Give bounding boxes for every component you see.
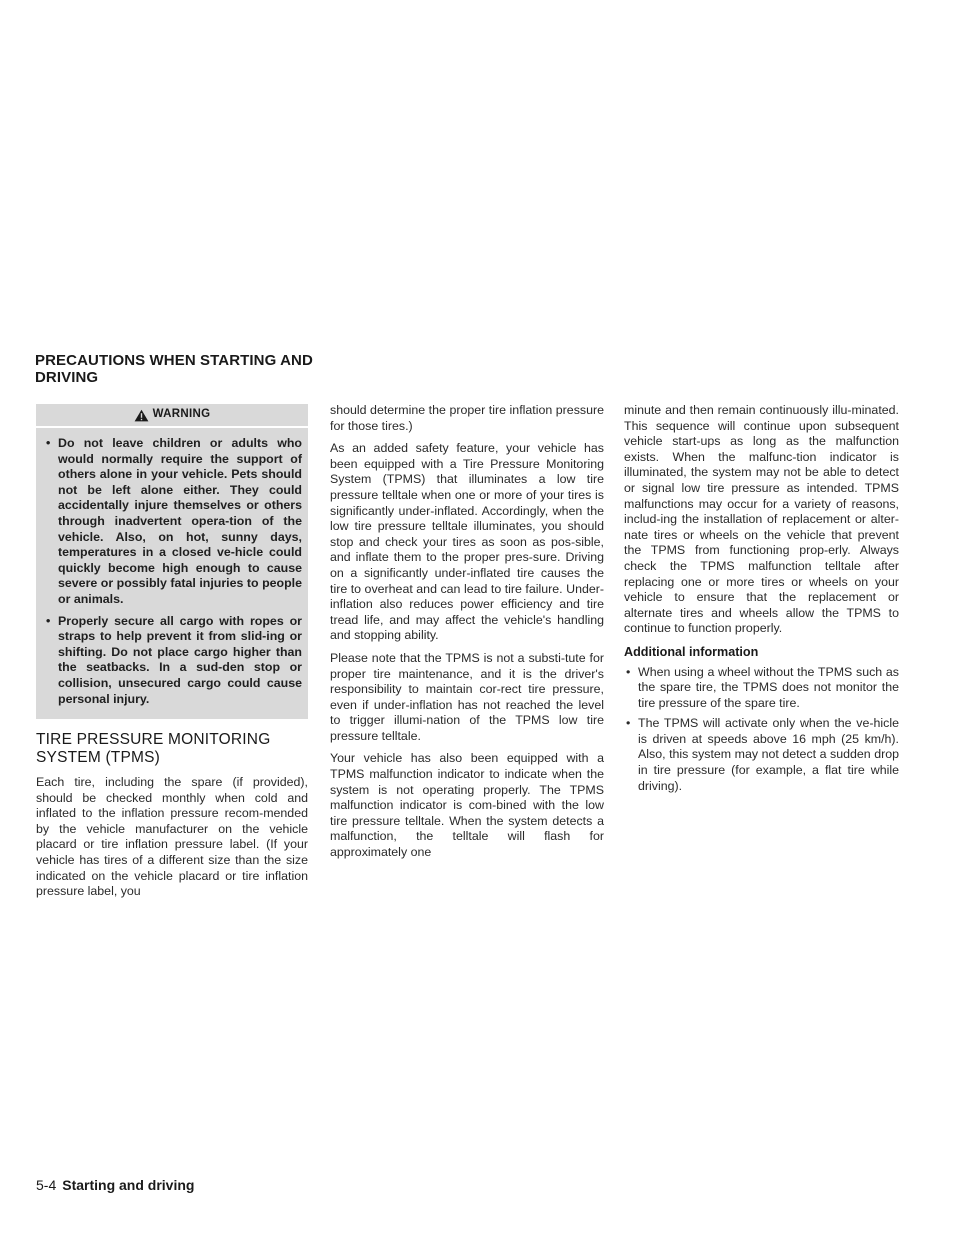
paragraph-3: Please note that the TPMS is not a substi-tute for proper tire maintenance, and it is the driver's responsibility to maintain cor-rect tire pressure, even if under-inflation has not reached the level to trigger illumi-nation of the TPMS low tire pressure telltale. bbox=[330, 650, 604, 743]
warning-header bbox=[36, 404, 308, 428]
warning-item-text: Properly secure all cargo with ropes or straps to help prevent it from slid-ing or shifting. Do not place cargo higher than the seatbacks. In a sud-den stop or collision, unsecured cargo could cause personal injury. bbox=[58, 613, 302, 706]
paragraph-2: As an added safety feature, your vehicle has been equipped with a Tire Pressure Monitoring System (TPMS) that illuminates a low tire pressure telltale when one or more of your tires is significantly under-inflated. Accordingly, when the low tire pressure telltale illuminates, you should stop and check your tires as soon as pos-sible, and inflate them to the proper pres-sure. Driving on a significantly under-inflated tire causes the tire to overheat and can lead to tire failure. Under-inflation also reduces power efficiency and tire tread life, and may affect the vehicle's handling and stopping ability. bbox=[330, 441, 604, 643]
warning-body bbox=[36, 428, 308, 719]
column-1 bbox=[36, 404, 308, 907]
warning-item: • Properly secure all cargo with ropes or straps to help prevent it from slid-ing or shifting. Do not place cargo higher than the seatbacks. In a sud-den stop or collision, unsecured cargo could cause personal injury. bbox=[46, 613, 302, 706]
paragraph-4-start: Your vehicle has also been equipped with a TPMS malfunction indicator to indicate when the system is not operating properly. The TPMS malfunction indicator is com-bined with the low tire pressure telltale. When the system detects a malfunction, the telltale will flash for approximately one bbox=[330, 751, 604, 860]
column-2 bbox=[330, 403, 604, 868]
paragraph-1-end: should determine the proper tire inflation pressure for those tires.) bbox=[330, 403, 604, 433]
list-item-text: When using a wheel without the TPMS such as the spare tire, the TPMS does not monitor the tire pressure of the spare tire. bbox=[638, 664, 899, 710]
warning-item: • Do not leave children or adults who would normally require the support of others alone in your vehicle. Pets should not be left alone either. They could accidentally injure themselves or others through inadvertent opera-tion of the vehicle. Also, on hot, sunny days, temperatures in a closed ve-hicle could quickly become high enough to cause severe or possibly fatal injuries to people or animals. bbox=[46, 436, 302, 606]
warning-item-text: Do not leave children or adults who would normally require the support of others alone in your vehicle. Pets should not be left alone either. They could accidentally injure themselves or others through inadvertent opera-tion of the vehicle. Also, on hot, sunny days, temperatures in a closed ve-hicle could quickly become high enough to cause severe or possibly fatal injuries to people or animals. bbox=[58, 436, 302, 606]
additional-info-heading: Additional information bbox=[624, 644, 759, 659]
warning-triangle-icon bbox=[134, 409, 149, 422]
paragraph-4-end: minute and then remain continuously illu-minated. This sequence will continue upon subsequent vehicle start-ups as long as the malfunction exists. When the malfunc-tion indicator is illuminated, the system may not be able to detect or signal low tire pressure as intended. TPMS malfunctions may occur for a variety of reasons, includ-ing the installation of replacement or alter-nate tires or wheels on the vehicle that prevent the TPMS from functioning prop-erly. Always check the TPMS malfunction telltale after replacing one or more tires or wheels on your vehicle to ensure that the replacement or alternate tires and wheels allow the TPMS to continue to function properly. bbox=[624, 403, 899, 636]
warning-label: WARNING bbox=[152, 408, 211, 421]
page-number: 5-4 bbox=[36, 1177, 57, 1193]
page-footer bbox=[36, 1177, 194, 1193]
column-3 bbox=[624, 403, 899, 799]
warning-box bbox=[36, 404, 308, 719]
chapter-title: Starting and driving bbox=[62, 1177, 195, 1193]
tpms-section-title: TIRE PRESSURE MONITORING SYSTEM (TPMS) bbox=[36, 731, 271, 767]
list-item: • When using a wheel without the TPMS such as the spare tire, the TPMS does not monitor the tire pressure of the spare tire. bbox=[626, 664, 899, 710]
list-item-text: The TPMS will activate only when the ve-hicle is driven at speeds above 16 mph (25 km/h). Also, this system may not detect a sudden drop in tire pressure (for example, a flat tire while driving). bbox=[638, 716, 899, 793]
list-item: • The TPMS will activate only when the ve-hicle is driven at speeds above 16 mph (25 km/h). Also, this system may not detect a sudden drop in tire pressure (for example, a flat tire while driving). bbox=[626, 716, 899, 793]
section-header: PRECAUTIONS WHEN STARTING AND DRIVING bbox=[35, 352, 313, 386]
paragraph-1-start: Each tire, including the spare (if provided), should be checked monthly when cold and inflated to the inflation pressure recom-mended by the vehicle manufacturer on the vehicle placard or tire inflation pressure label. (If your vehicle has tires of a different size than the size indicated on the vehicle placard or tire inflation pressure label, you bbox=[36, 775, 308, 899]
